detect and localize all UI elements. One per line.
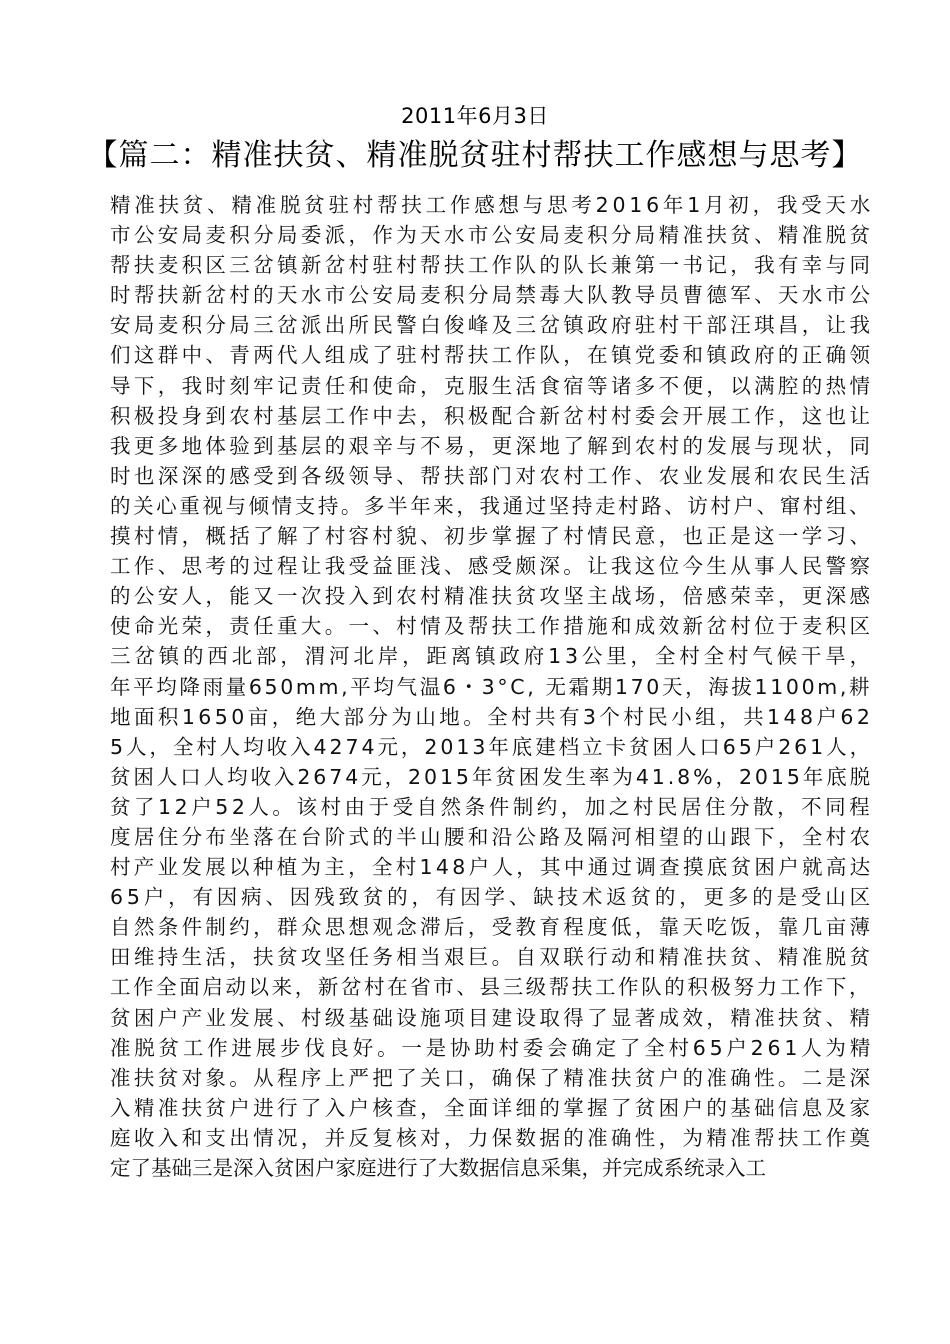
body-line: 准扶贫对象。从程序上严把了关口，确保了精准扶贫户的准确性。二是深 [110,1065,874,1090]
body-line: 65户，有因病、因残致贫的，有因学、缺技术返贫的，更多的是受山区 [110,885,874,910]
body-line: 时帮扶新岔村的天水市公安局麦积分局禁毒大队教导员曹德军、天水市公 [110,283,874,308]
body-line: 5人，全村人均收入4274元，2013年底建档立卡贫困人口65户261人， [110,734,874,759]
body-line: 贫困户产业发展、村级基础设施项目建设取得了显著成效，精准扶贫、精 [110,1005,874,1030]
document-title: 【篇二：精准扶贫、精准脱贫驻村帮扶工作感想与思考】 [87,138,863,173]
body-line: 精准扶贫、精准脱贫驻村帮扶工作感想与思考2016年1月初，我受天水 [110,193,874,217]
body-line: 度居住分布坐落在台阶式的半山腰和沿公路及隔河相望的山跟下，全村农 [110,824,874,849]
body-line: 地面积1650亩，绝大部分为山地。全村共有3个村民小组，共148户62 [110,704,874,729]
body-line: 市公安局麦积分局委派，作为天水市公安局麦积分局精准扶贫、精准脱贫 [110,223,874,248]
body-line: 田维持生活，扶贫攻坚任务相当艰巨。自双联行动和精准扶贫、精准脱贫 [110,945,874,970]
body-line: 的公安人，能又一次投入到农村精准扶贫攻坚主战场，倍感荣幸，更深感 [110,584,874,609]
body-line: 安局麦积分局三岔派出所民警白俊峰及三岔镇政府驻村干部汪琪昌，让我 [110,313,874,338]
body-line: 村产业发展以种植为主，全村148户人，其中通过调查摸底贫困户就高达 [110,855,874,880]
body-line: 帮扶麦积区三岔镇新岔村驻村帮扶工作队的队长兼第一书记，我有幸与同 [110,253,874,278]
document-body [110,190,874,1183]
body-line: 三岔镇的西北部，渭河北岸，距离镇政府13公里，全村全村气候干旱， [110,644,874,669]
body-line: 准脱贫工作进展步伐良好。一是协助村委会确定了全村65户261人为精 [110,1035,874,1060]
body-line: 年平均降雨量650mm,平均气温6・3°C, 无霜期170天，海拔1100m,耕 [110,674,873,699]
document-date: 2011年6月3日 [401,104,549,128]
body-line: 定了基础三是深入贫困户家庭进行了大数据信息采集，并完成系统录入工 [110,1156,766,1180]
body-line: 工作、思考的过程让我受益匪浅、感受颇深。让我这位今生从事人民警察 [110,554,874,579]
body-line: 导下，我时刻牢记责任和使命，克服生活食宿等诸多不便，以满腔的热情 [110,373,874,398]
body-line: 入精准扶贫户进行了入户核查，全面详细的掌握了贫困户的基础信息及家 [110,1095,874,1120]
body-line: 我更多地体验到基层的艰辛与不易，更深地了解到农村的发展与现状，同 [110,433,874,458]
body-line: 的关心重视与倾情支持。多半年来，我通过坚持走村路、访村户、窜村组、 [110,493,873,518]
body-line: 们这群中、青两代人组成了驻村帮扶工作队，在镇党委和镇政府的正确领 [110,343,874,368]
body-line: 摸村情，概括了解了村容村貌、初步掌握了村情民意，也正是这一学习、 [110,524,874,549]
body-line: 积极投身到农村基层工作中去，积极配合新岔村村委会开展工作，这也让 [110,403,874,428]
body-line: 庭收入和支出情况，并反复核对，力保数据的准确性，为精准帮扶工作奠 [110,1125,874,1150]
body-line: 时也深深的感受到各级领导、帮扶部门对农村工作、农业发展和农民生活 [110,463,874,488]
body-line: 使命光荣，责任重大。一、村情及帮扶工作措施和成效新岔村位于麦积区 [110,614,874,639]
body-line: 贫了12户52人。该村由于受自然条件制约，加之村民居住分散，不同程 [110,794,874,819]
body-line: 贫困人口人均收入2674元，2015年贫困发生率为41.8%，2015年底脱 [110,764,874,789]
body-line: 工作全面启动以来，新岔村在省市、县三级帮扶工作队的积极努力工作下， [110,975,873,1000]
body-line: 自然条件制约，群众思想观念滞后，受教育程度低，靠天吃饭，靠几亩薄 [110,915,874,940]
